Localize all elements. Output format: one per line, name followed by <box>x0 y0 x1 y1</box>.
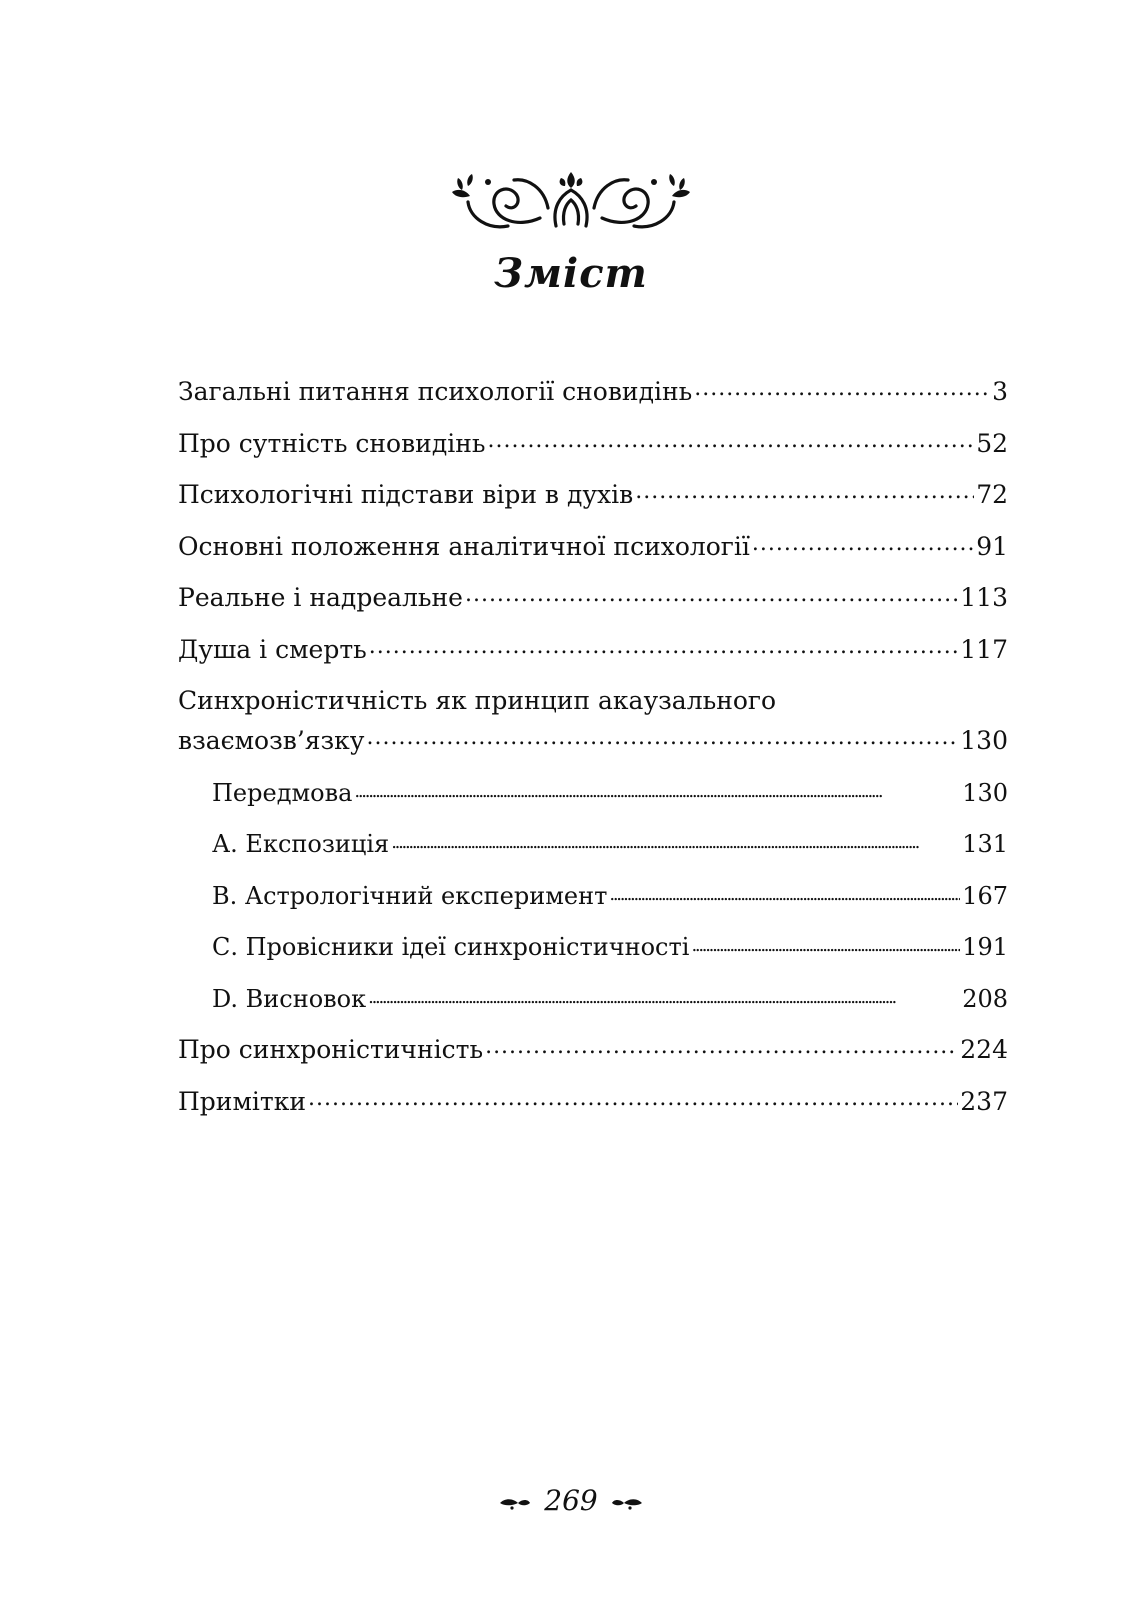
toc-entry-page: 3 <box>992 377 1008 406</box>
toc-entry[interactable] <box>178 372 1008 424</box>
toc-subentry[interactable] <box>178 773 1008 825</box>
toc-entry-page: 224 <box>960 1035 1008 1064</box>
toc-entry-page: 91 <box>976 531 1008 561</box>
toc-entry-page: 167 <box>962 881 1008 910</box>
toc-entry-label: Загальні питання психології сновидінь <box>178 377 693 406</box>
leaf-flourish-icon <box>498 1495 532 1511</box>
dot-leader <box>465 581 958 606</box>
toc-entry-page: 72 <box>976 480 1008 509</box>
toc-entry[interactable] <box>178 630 1008 682</box>
toc-entry-label: D. Висновок <box>212 984 367 1013</box>
toc-entry-page: 52 <box>976 428 1008 458</box>
dot-leader <box>369 633 959 658</box>
toc-entry-page: 237 <box>960 1086 1008 1116</box>
toc-subentry[interactable] <box>178 824 1008 876</box>
toc-entry-page: 191 <box>962 933 1008 961</box>
toc-entry-label: Синхроністичність як принцип акаузального <box>178 686 777 715</box>
toc-entry-label: В. Астрологічний експеримент <box>212 881 608 910</box>
dot-leader <box>488 427 975 452</box>
toc-entry-page: 208 <box>962 984 1008 1013</box>
toc-entry-page: 130 <box>960 726 1008 755</box>
toc-entry-label: Про синхроністичність <box>178 1035 484 1064</box>
toc-subentry[interactable] <box>178 876 1008 928</box>
toc-entry[interactable] <box>178 1082 1008 1134</box>
toc-entry-page: 113 <box>960 583 1008 612</box>
dot-leader <box>368 983 960 1007</box>
page-title: Зміст <box>494 250 648 297</box>
toc-entry-label: С. Провісники ідеї синхроністичності <box>212 933 690 961</box>
toc-entry-label: Примітки <box>178 1086 307 1116</box>
dot-leader <box>308 1085 958 1110</box>
page-footer <box>0 1484 1142 1517</box>
toc-entry[interactable] <box>178 424 1008 476</box>
leaf-flourish-icon <box>610 1495 644 1511</box>
toc-entry[interactable] <box>178 578 1008 630</box>
toc-subentry[interactable] <box>178 927 1008 979</box>
toc-entry-label: Душа і смерть <box>178 634 367 664</box>
dot-leader <box>635 478 974 503</box>
dot-leader <box>691 931 960 955</box>
dot-leader <box>391 828 960 852</box>
toc-entry-label: А. Експозиція <box>212 830 390 858</box>
toc-entry[interactable] <box>178 1030 1008 1082</box>
table-of-contents <box>178 372 1008 1133</box>
toc-entry[interactable] <box>178 527 1008 579</box>
toc-entry-page: 117 <box>960 634 1008 664</box>
dot-leader <box>752 530 974 555</box>
toc-entry-label: Про сутність сновидінь <box>178 428 486 458</box>
dot-leader <box>609 880 960 904</box>
toc-entry[interactable] <box>178 475 1008 527</box>
toc-entry-label: Основні положення аналітичної психології <box>178 531 750 561</box>
toc-entry-page: 131 <box>962 830 1008 858</box>
dot-leader <box>367 724 959 749</box>
toc-entry-page: 130 <box>962 778 1008 807</box>
toc-entry-label: Психологічні підстави віри в духів <box>178 480 634 509</box>
toc-entry[interactable] <box>178 681 1008 773</box>
toc-subentry[interactable] <box>178 979 1008 1031</box>
toc-entry-label: Реальне і надреальне <box>178 583 463 612</box>
toc-entry-label: Передмова <box>212 778 353 807</box>
page-number: 269 <box>544 1484 598 1517</box>
floral-ornament-icon <box>448 168 694 234</box>
dot-leader <box>694 375 990 400</box>
toc-entry-label-continued: взаємозв’язку <box>178 726 365 755</box>
dot-leader <box>485 1033 958 1058</box>
dot-leader <box>354 777 960 801</box>
